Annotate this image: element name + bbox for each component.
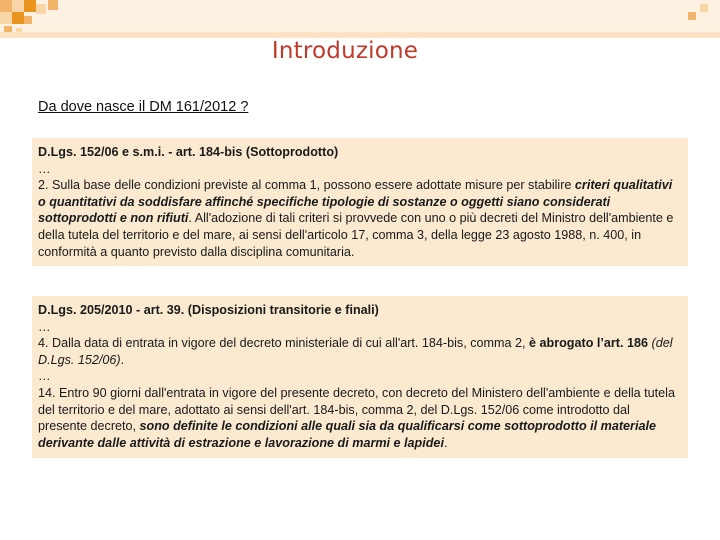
quote-box-art-39 [32,296,688,458]
box2-p14-emphasis: sono definite le condizioni alle quali sia da qualificarsi come sottoprodotto il materiale derivante dalle attività di estrazione e lavorazione di marmi e lapidei [38,419,656,450]
header-decoration [0,0,720,40]
page-subtitle: Da dove nasce il DM 161/2012 ? [38,99,249,115]
quote-box-art-184-bis [32,138,688,266]
box2-p4-end: . [120,352,125,367]
box2-ellipsis-1: … [38,319,51,334]
box2-paragraph-14 [38,385,680,451]
box2-paragraph-4 [38,335,680,368]
box2-p4-start: 4. Dalla data di entrata in vigore del decreto ministeriale di cui all'art. 184-bis, comma 2, [38,336,530,351]
decorative-squares [0,0,720,40]
box1-text-end: . All'adozione di tali criteri si provvede con uno o più decreti del Ministro dell'ambiente e della tutela del territorio e del mare, ai sensi dell'articolo 17, comma 3, della legge 23 agosto 1988, n. 400, in conformità a quanto previsto dalla disciplina comunitaria. [38,211,674,259]
box1-text-start: 2. Sulla base delle condizioni previste al comma 1, possono essere adottate misure per stabilire [38,178,575,193]
box2-p14-end: . [443,435,448,450]
box2-ellipsis-2: … [38,369,51,384]
box2-p4-bold: è abrogato l’art. 186 [529,336,648,351]
box1-paragraph [38,177,680,260]
box1-ellipsis: … [38,161,51,176]
box2-p14-start: 14. Entro 90 giorni dall'entrata in vigore del presente decreto, con decreto del Ministero dell'ambiente e della tutela del territorio e del mare, adottato ai sensi dell'art. 184-bis, comma 2, del D.Lgs. 152/06 come introdotto dal presente decreto, [38,385,675,434]
box2-p4-italic: (del D.Lgs. 152/06) [38,336,673,367]
box1-heading: D.Lgs. 152/06 e s.m.i. - art. 184-bis (Sottoprodotto) [38,145,339,159]
box2-heading: D.Lgs. 205/2010 - art. 39. (Disposizioni transitorie e finali) [38,303,379,317]
box1-text-emphasis: criteri qualitativi o quantitativi da soddisfare affinché specifiche tipologie di sostanze o oggetti siano considerati sottoprodotti e non rifiuti [38,178,673,226]
page-title: Introduzione [271,38,419,64]
